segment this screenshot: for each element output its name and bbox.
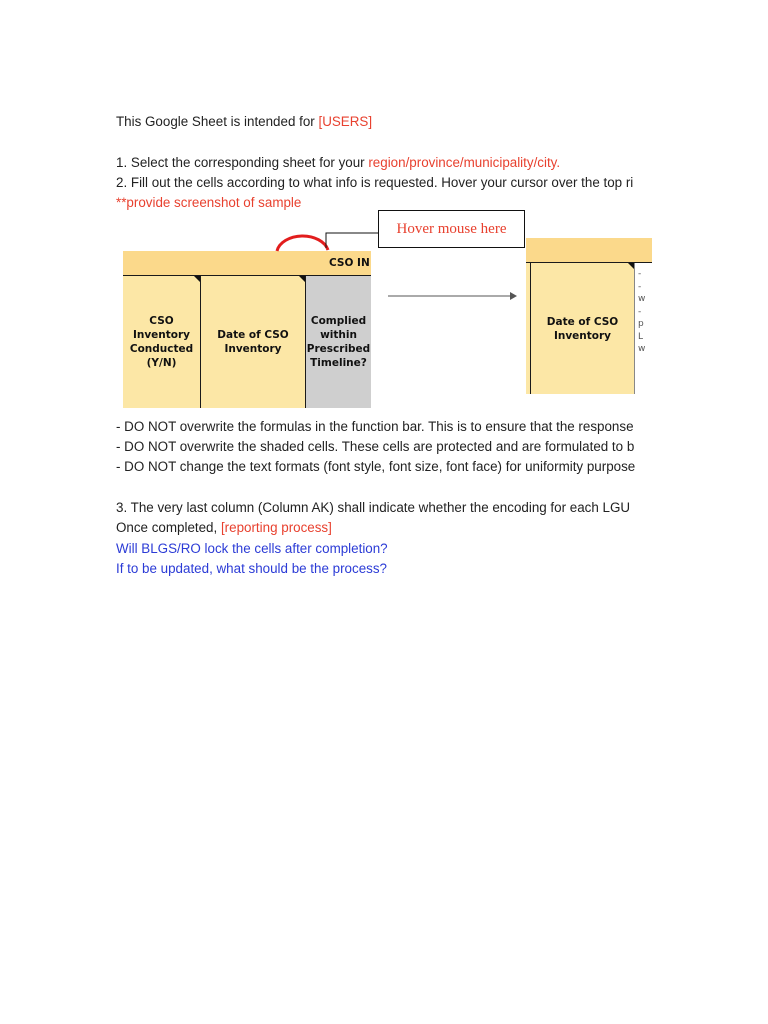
question-lock-cells: Will BLGS/RO lock the cells after completion? bbox=[116, 541, 388, 556]
intro-text: This Google Sheet is intended for bbox=[116, 114, 319, 129]
callout-leader-line bbox=[326, 233, 378, 248]
step-2-line: 2. Fill out the cells according to what info is requested. Hover your cursor over the top ri bbox=[116, 175, 634, 190]
sample-sheet-left bbox=[123, 251, 371, 408]
sample-cell-cso-inventory-conducted: CSO Inventory Conducted (Y/N) bbox=[123, 276, 201, 408]
comment-marker-icon bbox=[194, 276, 200, 282]
once-completed-line bbox=[116, 519, 332, 537]
comment-marker-icon bbox=[299, 276, 305, 282]
reporting-process-placeholder: [reporting process] bbox=[220, 520, 332, 535]
once-completed-text: Once completed, bbox=[116, 520, 221, 535]
hover-callout: Hover mouse here bbox=[378, 210, 525, 248]
step-1-region-highlight: region/province/municipality/city. bbox=[368, 155, 561, 170]
sample-sheet-right bbox=[526, 238, 652, 394]
sample-header-title: CSO IN bbox=[329, 257, 370, 269]
comment-note-preview: - - w - p L w bbox=[638, 269, 646, 354]
question-update-process: If to be updated, what should be the process? bbox=[116, 561, 387, 576]
comment-marker-icon bbox=[628, 263, 634, 269]
warning-formulas: - DO NOT overwrite the formulas in the function bar. This is to ensure that the response bbox=[116, 419, 634, 434]
step-1-line bbox=[116, 154, 560, 172]
sample-cell-date-of-cso-inventory: Date of CSO Inventory bbox=[201, 276, 306, 408]
intro-line bbox=[116, 113, 372, 131]
warning-shaded-cells: - DO NOT overwrite the shaded cells. These cells are protected and are formulated to b bbox=[116, 439, 635, 454]
sample-right-cell-date-of-cso-inventory: Date of CSO Inventory bbox=[531, 263, 635, 394]
sample-cell-complied-within-timeline: Complied within Prescribed Timeline? bbox=[306, 276, 371, 408]
step-1-text: 1. Select the corresponding sheet for your bbox=[116, 155, 369, 170]
highlight-circle-icon bbox=[277, 236, 328, 251]
intro-users-placeholder: [USERS] bbox=[318, 114, 373, 129]
sample-right-header-bar bbox=[526, 238, 652, 263]
screenshot-note: **provide screenshot of sample bbox=[116, 195, 302, 210]
arrow-right-icon bbox=[386, 288, 520, 304]
warning-text-formats: - DO NOT change the text formats (font style, font size, font face) for uniformity purpose bbox=[116, 459, 636, 474]
step-3-line: 3. The very last column (Column AK) shall indicate whether the encoding for each LGU bbox=[116, 500, 631, 515]
